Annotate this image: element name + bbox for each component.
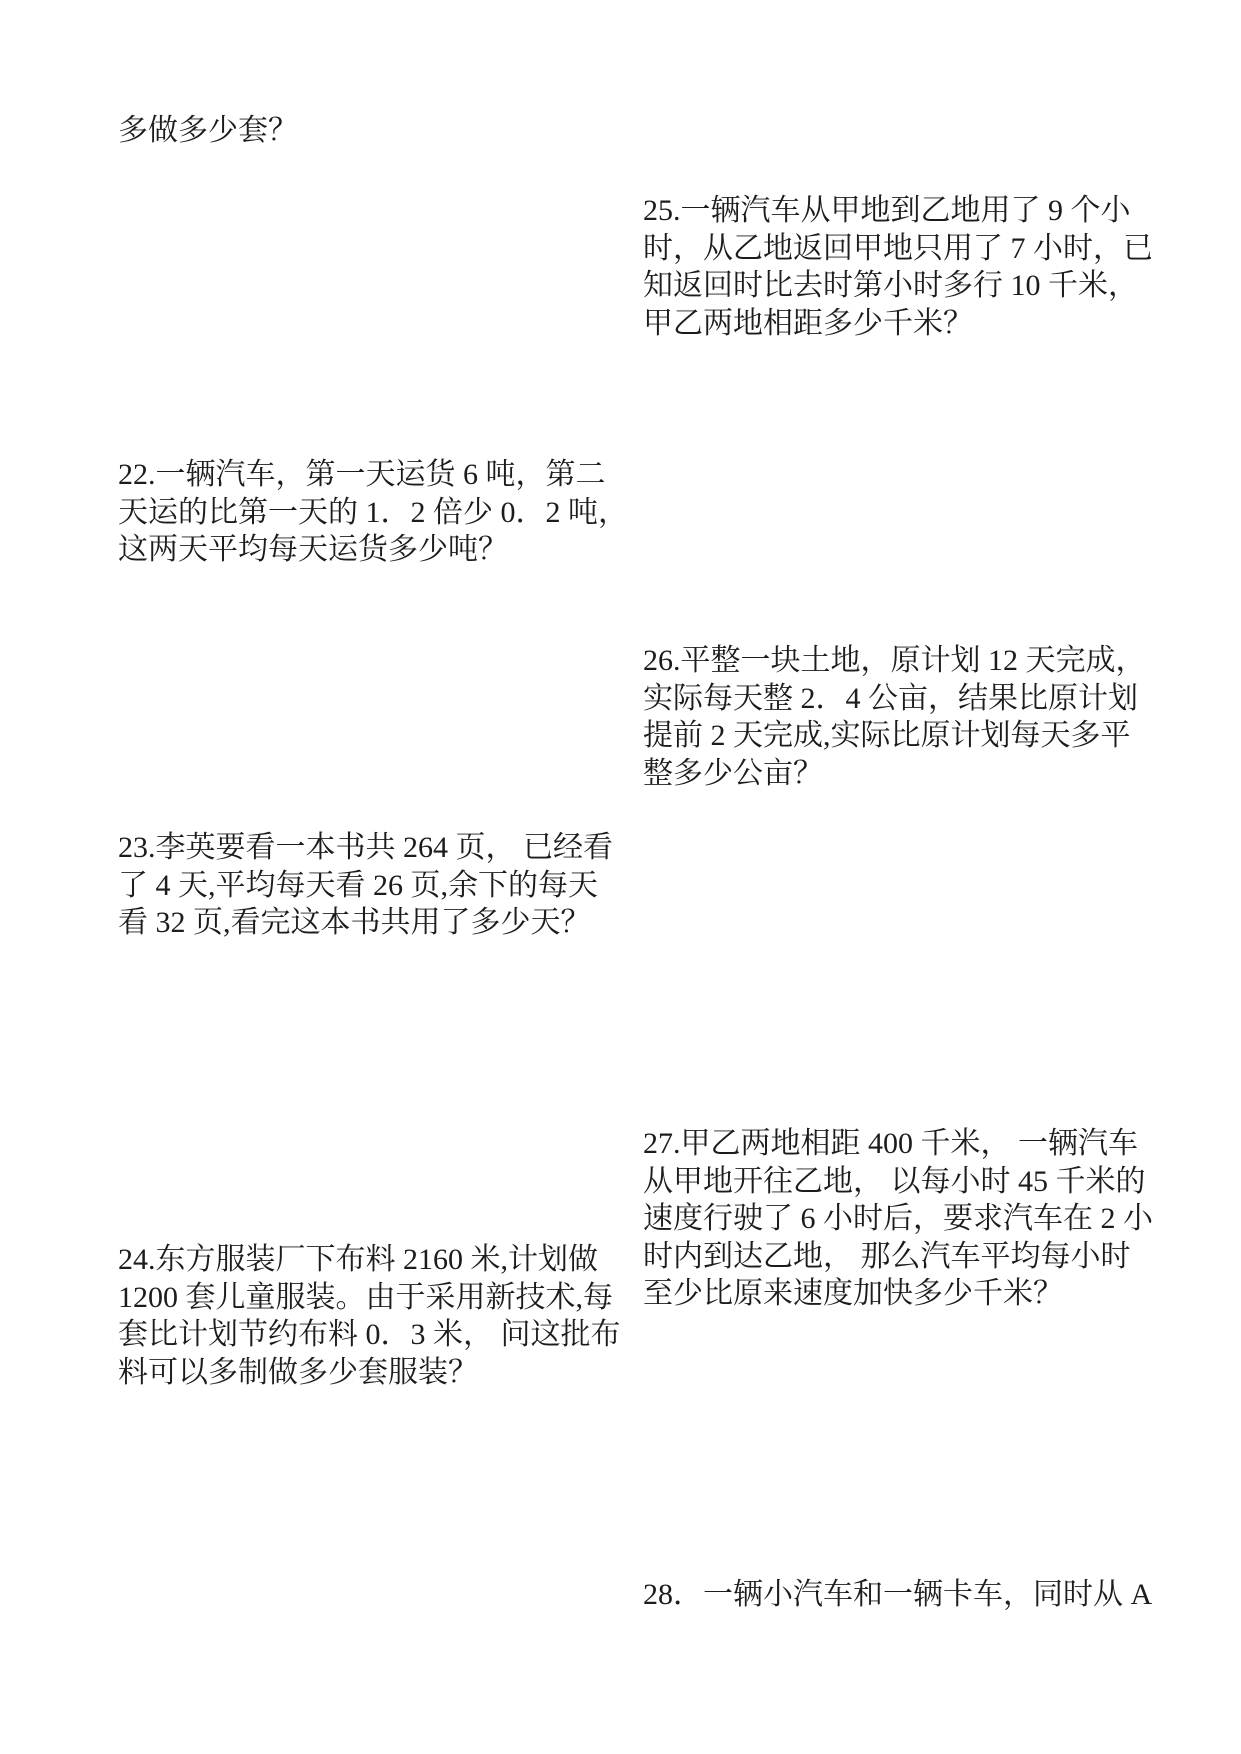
problem-line: 时内到达乙地， 那么汽车平均每小时 <box>643 1239 1131 1273</box>
problem-line: 多做多少套？ <box>118 114 298 147</box>
problem-line: 从甲地开往乙地， 以每小时 45 千米的 <box>643 1164 1146 1198</box>
problem-line: 22.一辆汽车，第一天运货 6 吨，第二 <box>118 458 606 491</box>
problem-block-27 <box>643 1125 1153 1313</box>
problem-line: 实际每天整 2．4 公亩，结果比原计划 <box>643 681 1138 715</box>
problem-line: 这两天平均每天运货多少吨？ <box>118 533 508 566</box>
problem-block-25 <box>643 192 1153 342</box>
fragment-previous-problem <box>118 112 298 150</box>
problem-line: 27.甲乙两地相距 400 千米， 一辆汽车 <box>643 1127 1138 1160</box>
problem-block-26 <box>643 642 1146 792</box>
problem-line: 了 4 天,平均每天看 26 页,余下的每天 <box>118 868 598 902</box>
problem-line: 甲乙两地相距多少千米？ <box>643 306 973 340</box>
problem-line: 26.平整一块土地，原计划 12 天完成， <box>643 644 1146 677</box>
problem-block-22 <box>118 456 628 569</box>
problem-line: 知返回时比去时第小时多行 10 千米， <box>643 269 1138 302</box>
problem-line: 看 32 页,看完这本书共用了多少天？ <box>118 906 591 939</box>
problem-line: 23.李英要看一本书共 264 页， 已经看 <box>118 831 613 864</box>
problem-line: 28．一辆小汽车和一辆卡车，同时从 A <box>643 1578 1153 1611</box>
problem-block-23 <box>118 829 613 942</box>
problem-line: 速度行驶了 6 小时后，要求汽车在 2 小 <box>643 1202 1153 1235</box>
problem-block-28 <box>643 1576 1152 1614</box>
problem-block-24 <box>118 1241 621 1391</box>
problem-line: 时，从乙地返回甲地只用了 7 小时，已 <box>643 231 1153 265</box>
problem-line: 至少比原来速度加快多少千米？ <box>643 1277 1063 1310</box>
problem-line: 25.一辆汽车从甲地到乙地用了 9 个小 <box>643 194 1131 227</box>
problem-line: 整多少公亩？ <box>643 756 823 790</box>
problem-line: 24.东方服装厂下布料 2160 米,计划做 <box>118 1243 598 1276</box>
problem-line: 套比计划节约布料 0．3 米， 问这批布 <box>118 1318 621 1351</box>
problem-line: 1200 套儿童服装。由于采用新技术,每 <box>118 1280 613 1314</box>
problem-line: 料可以多制做多少套服装？ <box>118 1355 478 1389</box>
problem-line: 提前 2 天完成,实际比原计划每天多平 <box>643 719 1131 752</box>
problem-line: 天运的比第一天的 1．2 倍少 0．2 吨， <box>118 495 628 529</box>
